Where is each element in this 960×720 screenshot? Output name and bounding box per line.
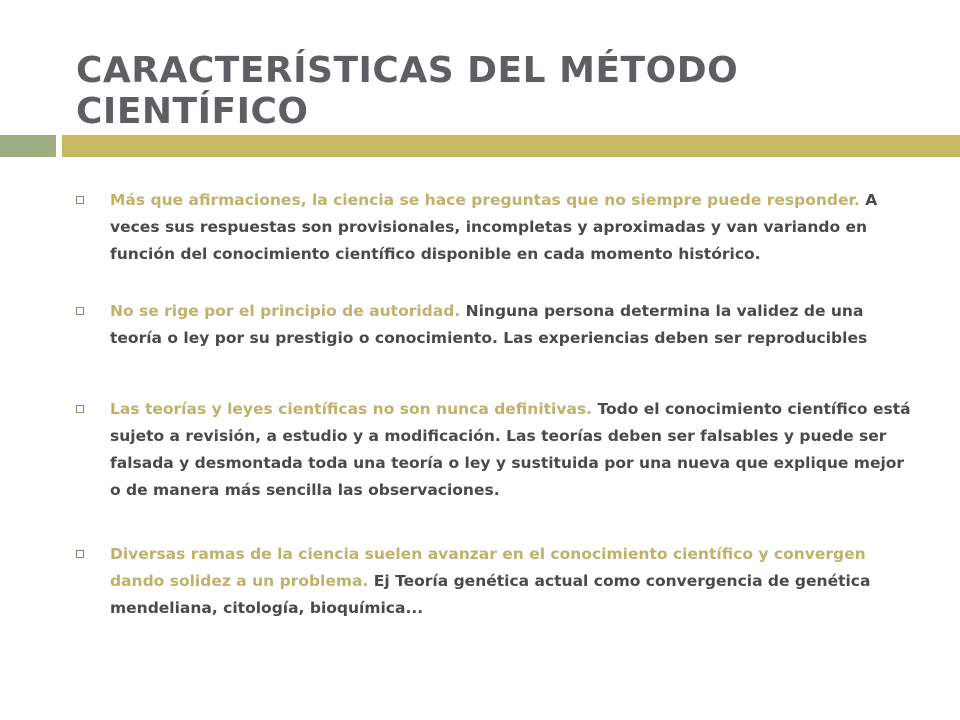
- bullet-list: [76, 0, 916, 720]
- bullet-body: Ej Teoría genética actual como convergencia de genética mendeliana, citología, bioquímica...: [110, 572, 871, 617]
- bullet-highlight: No se rige por el principio de autoridad.: [110, 302, 461, 320]
- square-bullet-icon: [76, 196, 84, 204]
- bullet-body: A veces sus respuestas son provisionales, incompletas y aproximadas y van variando en función del conocimiento científico disponible en cada momento histórico.: [110, 191, 878, 263]
- square-bullet-icon: [76, 405, 84, 413]
- bullet-highlight: Las teorías y leyes científicas no son nunca definitivas.: [110, 400, 593, 418]
- square-bullet-icon: [76, 550, 84, 558]
- bullet-item: [76, 187, 916, 268]
- bullet-body: Todo el conocimiento científico está sujeto a revisión, a estudio y a modificación. Las teorías deben ser falsables y puede ser falsada y desmontada toda una teoría o ley y sustituida por una nueva que explique mejor o de manera más sencilla las observaciones.: [110, 400, 911, 499]
- square-bullet-icon: [76, 307, 84, 315]
- bullet-item: [76, 298, 916, 352]
- bullet-highlight: Diversas ramas de la ciencia suelen avanzar en el conocimiento científico y convergen dando solidez a un problema.: [110, 545, 866, 590]
- accent-bar-green: [0, 135, 56, 157]
- bullet-text: [110, 298, 916, 352]
- bullet-highlight: Más que afirmaciones, la ciencia se hace preguntas que no siempre puede responder.: [110, 191, 860, 209]
- slide-title: CARACTERÍSTICAS DEL MÉTODO CIENTÍFICO: [76, 50, 739, 132]
- bullet-item: [76, 396, 916, 504]
- bullet-text: [110, 541, 916, 622]
- bullet-text: [110, 187, 916, 268]
- bullet-body: Ninguna persona determina la validez de una teoría o ley por su prestigio o conocimiento. Las experiencias deben ser reproducibles: [110, 302, 868, 347]
- bullet-item: [76, 541, 916, 622]
- bullet-text: [110, 396, 916, 504]
